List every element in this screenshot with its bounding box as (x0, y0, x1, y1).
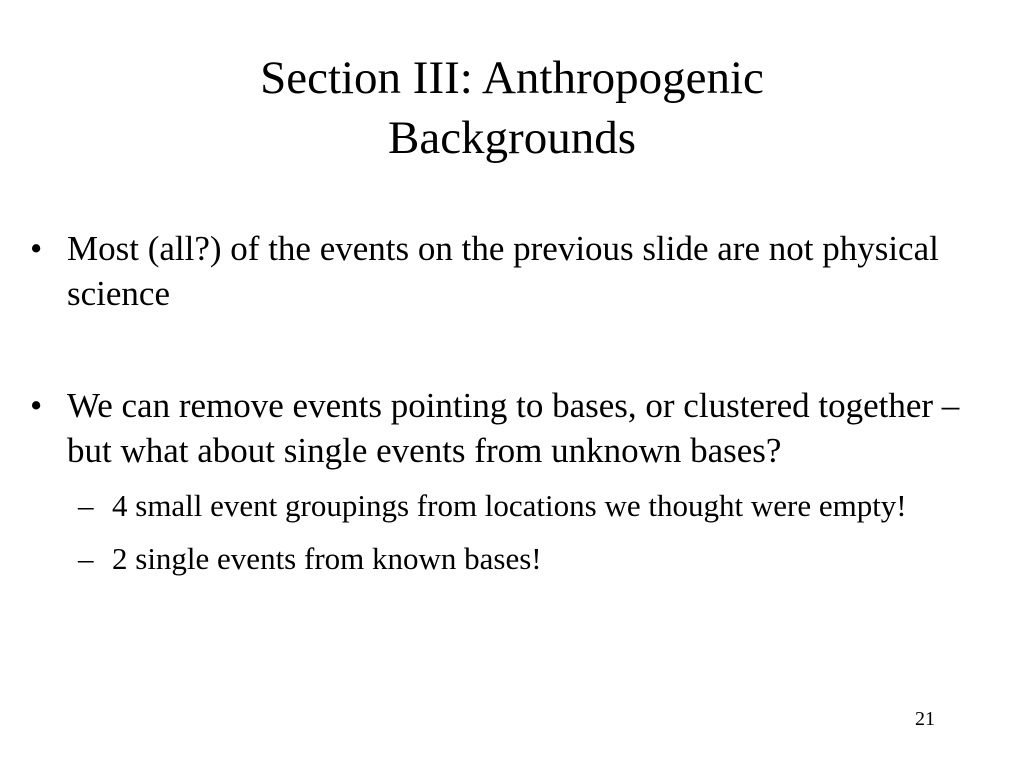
slide-title-line-1: Section III: Anthropogenic (260, 52, 764, 104)
sub-bullet-item (0, 538, 1024, 579)
sub-bullet-text: 2 single events from known bases! (112, 541, 542, 576)
bullet-list (0, 226, 1024, 579)
bullet-item (0, 226, 1024, 316)
sub-bullet-item (0, 485, 1024, 526)
page-number: 21 (915, 708, 935, 730)
sub-bullet-text: 4 small event groupings from locations we thought were empty! (112, 488, 907, 523)
sub-bullet-marker: – (78, 541, 94, 576)
bullet-text: Most (all?) of the events on the previous slide are not physical science (67, 229, 939, 313)
bullet-marker: • (30, 386, 43, 425)
bullet-item (0, 383, 1024, 473)
sub-bullet-marker: – (78, 488, 94, 523)
slide-title (0, 48, 1024, 168)
slide-title-line-2: Backgrounds (387, 112, 636, 164)
bullet-marker: • (30, 229, 43, 268)
bullet-text: We can remove events pointing to bases, or clustered together – but what about single events from unknown bases? (67, 386, 960, 470)
